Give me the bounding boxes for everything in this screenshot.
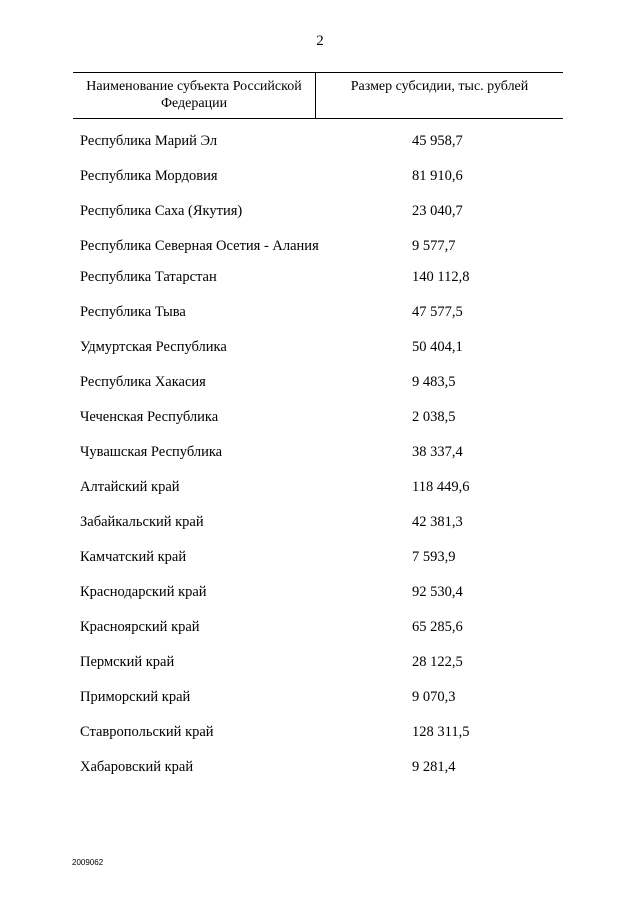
row-subsidy-value: 9 483,5 bbox=[412, 374, 456, 390]
row-subsidy-value: 92 530,4 bbox=[412, 584, 463, 600]
page-number: 2 bbox=[316, 33, 324, 49]
table-row bbox=[80, 549, 560, 566]
row-subject-name: Пермский край bbox=[80, 654, 175, 670]
row-subject-name: Республика Северная Осетия - Алания bbox=[80, 238, 319, 254]
row-subject-name: Красноярский край bbox=[80, 619, 200, 635]
row-subsidy-value: 128 311,5 bbox=[412, 724, 470, 740]
row-subsidy-value: 47 577,5 bbox=[412, 304, 463, 320]
row-subject-name: Республика Хакасия bbox=[80, 374, 206, 390]
row-subject-name: Республика Тыва bbox=[80, 304, 186, 320]
table-row bbox=[80, 339, 560, 356]
row-subsidy-value: 9 281,4 bbox=[412, 759, 456, 775]
row-subsidy-value: 45 958,7 bbox=[412, 133, 463, 149]
row-subsidy-value: 81 910,6 bbox=[412, 168, 463, 184]
row-subsidy-value: 42 381,3 bbox=[412, 514, 463, 530]
table-row bbox=[80, 584, 560, 601]
row-subject-name: Чеченская Республика bbox=[80, 409, 219, 425]
header-subsidy-amount: Размер субсидии, тыс. рублей bbox=[350, 79, 529, 94]
row-subsidy-value: 65 285,6 bbox=[412, 619, 463, 635]
table-row bbox=[80, 444, 560, 461]
subsidy-table-body bbox=[80, 133, 560, 794]
table-row bbox=[80, 203, 560, 220]
table-row bbox=[80, 374, 560, 391]
row-subject-name: Приморский край bbox=[80, 689, 191, 705]
row-subsidy-value: 23 040,7 bbox=[412, 203, 463, 219]
row-subsidy-value: 118 449,6 bbox=[412, 479, 470, 495]
table-row bbox=[80, 514, 560, 531]
row-subject-name: Удмуртская Республика bbox=[80, 339, 227, 355]
table-row bbox=[80, 759, 560, 776]
header-subject-name: Наименование субъекта Российской Федерации bbox=[86, 79, 302, 111]
table-row bbox=[80, 304, 560, 321]
row-subsidy-value: 7 593,9 bbox=[412, 549, 456, 565]
row-subject-name: Ставропольский край bbox=[80, 724, 214, 740]
row-subsidy-value: 9 070,3 bbox=[412, 689, 456, 705]
row-subject-name: Республика Марий Эл bbox=[80, 133, 218, 149]
table-row bbox=[80, 724, 560, 741]
row-subject-name: Республика Мордовия bbox=[80, 168, 218, 184]
row-subsidy-value: 140 112,8 bbox=[412, 269, 470, 285]
row-subsidy-value: 9 577,7 bbox=[412, 238, 456, 254]
row-subsidy-value: 2 038,5 bbox=[412, 409, 456, 425]
table-row bbox=[80, 133, 560, 150]
row-subject-name: Краснодарский край bbox=[80, 584, 207, 600]
table-row bbox=[80, 269, 560, 286]
table-header bbox=[73, 72, 563, 119]
table-row bbox=[80, 654, 560, 671]
row-subject-name: Республика Татарстан bbox=[80, 269, 217, 285]
table-row bbox=[80, 238, 560, 255]
document-code: 2009062 bbox=[72, 858, 104, 867]
table-row bbox=[80, 619, 560, 636]
row-subject-name: Хабаровский край bbox=[80, 759, 194, 775]
row-subject-name: Забайкальский край bbox=[80, 514, 204, 530]
row-subsidy-value: 28 122,5 bbox=[412, 654, 463, 670]
table-row bbox=[80, 479, 560, 496]
table-row bbox=[80, 409, 560, 426]
table-row bbox=[80, 689, 560, 706]
table-row bbox=[80, 168, 560, 185]
row-subject-name: Республика Саха (Якутия) bbox=[80, 203, 243, 219]
row-subject-name: Алтайский край bbox=[80, 479, 180, 495]
row-subsidy-value: 38 337,4 bbox=[412, 444, 463, 460]
row-subsidy-value: 50 404,1 bbox=[412, 339, 463, 355]
row-subject-name: Чувашская Республика bbox=[80, 444, 223, 460]
row-subject-name: Камчатский край bbox=[80, 549, 187, 565]
